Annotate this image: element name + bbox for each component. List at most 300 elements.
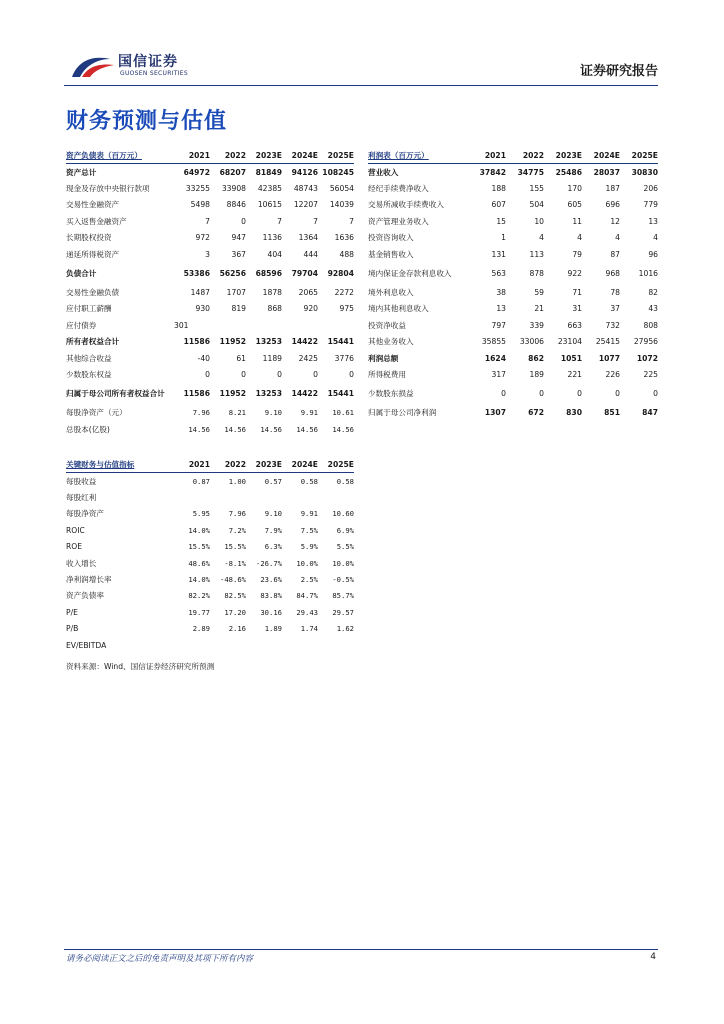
cell-value: 30.16 <box>260 607 282 617</box>
row-label: 每股收益 <box>66 476 97 486</box>
guosen-logo-icon <box>70 53 116 79</box>
cell-value: 84.7% <box>296 591 318 601</box>
cell-value: 1.89 <box>264 624 282 634</box>
cell-value: 21 <box>534 304 544 314</box>
row-label: 应付债券 <box>66 320 97 330</box>
cell-value: 82 <box>648 288 658 298</box>
cell-value: 10 <box>534 216 544 226</box>
cell-value: 78 <box>610 288 620 298</box>
cell-value: 2.16 <box>228 624 246 634</box>
row-label: 净利润增长率 <box>66 575 112 585</box>
cell-value: 29.43 <box>296 607 318 617</box>
cell-value: 53386 <box>183 268 210 278</box>
year-header: 2023E <box>544 148 582 164</box>
cell-value: 444 <box>303 249 318 259</box>
table-title: 利润表（百万元） <box>368 148 468 164</box>
cell-value: 0 <box>501 389 506 399</box>
year-header: 2025E <box>318 457 354 473</box>
cell-value: 37842 <box>479 167 506 177</box>
table-row <box>368 350 658 366</box>
cell-value: 4 <box>577 233 582 243</box>
cell-value: 0.87 <box>192 476 210 486</box>
cell-value: 922 <box>567 268 582 278</box>
cell-value: 0 <box>241 216 246 226</box>
cell-value: 7.2% <box>228 525 246 535</box>
row-label: 每股净资产 <box>66 509 104 519</box>
year-header: 2023E <box>246 148 282 164</box>
cell-value: 0.58 <box>300 476 318 486</box>
cell-value: 0 <box>205 369 210 379</box>
cell-value: 13 <box>648 216 658 226</box>
cell-value: 10615 <box>257 200 282 210</box>
row-label: 基金销售收入 <box>368 249 414 259</box>
cell-value: 9.10 <box>264 408 282 418</box>
cell-value: 11586 <box>183 389 210 399</box>
cell-value: 9.10 <box>264 509 282 519</box>
table-row <box>66 522 354 538</box>
cell-value: 819 <box>231 304 246 314</box>
cell-value: 1072 <box>636 353 658 363</box>
cell-value: 7 <box>349 216 354 226</box>
cell-value: 1307 <box>484 408 506 418</box>
cell-value: 3776 <box>334 353 354 363</box>
row-label: ROIC <box>66 525 85 535</box>
cell-value: 23104 <box>557 337 582 347</box>
cell-value: 83.8% <box>260 591 282 601</box>
cell-value: 33006 <box>519 337 544 347</box>
logo-english-name: GUOSEN SECURITIES <box>120 70 189 77</box>
table-row <box>66 421 354 437</box>
year-header: 2024E <box>582 148 620 164</box>
footer-disclaimer: 请务必阅读正文之后的免责声明及其项下所有内容 <box>66 954 254 964</box>
cell-value: 1707 <box>226 288 246 298</box>
cell-value: 7.96 <box>228 509 246 519</box>
cell-value: 4 <box>615 233 620 243</box>
cell-value: 1878 <box>262 288 282 298</box>
cell-value: 504 <box>529 200 544 210</box>
table-row <box>368 180 658 196</box>
row-label: 其他业务收入 <box>368 337 414 347</box>
cell-value: 7 <box>205 216 210 226</box>
cell-value: 14422 <box>291 337 318 347</box>
cell-value: 0 <box>277 369 282 379</box>
page-header <box>64 46 658 84</box>
table-row <box>368 262 658 284</box>
year-header: 2021 <box>174 457 210 473</box>
cell-value: 2065 <box>298 288 318 298</box>
cell-value: 10.0% <box>332 558 354 568</box>
table-row <box>66 571 354 587</box>
cell-value: 0 <box>313 369 318 379</box>
table-row <box>66 246 354 262</box>
cell-value: 14.0% <box>188 525 210 535</box>
cell-value: 17.20 <box>224 607 246 617</box>
cell-value: 15.5% <box>224 542 246 552</box>
cell-value: 85.7% <box>332 591 354 601</box>
cell-value: 12 <box>610 216 620 226</box>
cell-value: 25486 <box>555 167 582 177</box>
cell-value: 29.57 <box>332 607 354 617</box>
table-row <box>368 246 658 262</box>
data-source-note: 资料来源：Wind、国信证券经济研究所预测 <box>66 662 215 671</box>
cell-value: 9.91 <box>300 408 318 418</box>
cell-value: 920 <box>303 304 318 314</box>
row-label: 境内其他利息收入 <box>368 304 429 314</box>
row-label: 少数股东权益 <box>66 369 112 379</box>
cell-value: 7.9% <box>264 525 282 535</box>
cell-value: 1487 <box>190 288 210 298</box>
cell-value: 797 <box>491 320 506 330</box>
row-label: 收入增长 <box>66 558 97 568</box>
cell-value <box>210 489 246 505</box>
table-row <box>368 284 658 300</box>
cell-value: 0 <box>241 369 246 379</box>
cell-value: 663 <box>567 320 582 330</box>
table-row <box>368 197 658 213</box>
table-row <box>66 197 354 213</box>
table-row <box>66 555 354 571</box>
report-type-label: 证券研究报告 <box>579 64 658 79</box>
table-row <box>66 350 354 366</box>
cell-value: 94126 <box>291 167 318 177</box>
row-label: 负债合计 <box>66 268 97 278</box>
table-row <box>66 366 354 382</box>
year-header: 2022 <box>506 148 544 164</box>
cell-value: 0 <box>577 389 582 399</box>
cell-value: 947 <box>231 233 246 243</box>
cell-value: 0 <box>539 389 544 399</box>
year-header: 2023E <box>246 457 282 473</box>
table-header-row <box>66 457 354 473</box>
cell-value: 14422 <box>291 389 318 399</box>
table-row <box>368 230 658 246</box>
cell-value: 131 <box>491 249 506 259</box>
row-label: 每股红利 <box>66 493 97 503</box>
table-row <box>66 473 354 490</box>
row-label: 交易所减收手续费收入 <box>368 200 444 210</box>
table-row <box>368 301 658 317</box>
cell-value: 847 <box>642 408 658 418</box>
cell-value: 7.96 <box>192 408 210 418</box>
cell-value: 87 <box>610 249 620 259</box>
cell-value: 81849 <box>255 167 282 177</box>
cell-value: 43 <box>648 304 658 314</box>
cell-value: 696 <box>605 200 620 210</box>
cell-value: 13253 <box>255 337 282 347</box>
cell-value: 3 <box>205 249 210 259</box>
cell-value: 37 <box>610 304 620 314</box>
cell-value: 48.6% <box>188 558 210 568</box>
cell-value: 7 <box>277 216 282 226</box>
cell-value: 59 <box>534 288 544 298</box>
cell-value: 317 <box>491 369 506 379</box>
cell-value: 1364 <box>298 233 318 243</box>
table-row <box>368 405 658 421</box>
cell-value: 92804 <box>327 268 354 278</box>
table-title: 关键财务与估值指标 <box>66 457 174 473</box>
cell-value: 10.60 <box>332 509 354 519</box>
table-row <box>66 317 354 333</box>
cell-value: 13253 <box>255 389 282 399</box>
cell-value: 0 <box>653 389 658 399</box>
table-row <box>368 164 658 181</box>
cell-value: 5.9% <box>300 542 318 552</box>
cell-value: 1016 <box>638 268 658 278</box>
cell-value: 68596 <box>255 268 282 278</box>
cell-value: 830 <box>566 408 582 418</box>
cell-value: 0.57 <box>264 476 282 486</box>
cell-value <box>210 317 246 333</box>
cell-value: 0 <box>349 369 354 379</box>
cell-value: 2272 <box>334 288 354 298</box>
cell-value: 0.58 <box>336 476 354 486</box>
cell-value: 15 <box>496 216 506 226</box>
cell-value: 4 <box>539 233 544 243</box>
cell-value: 155 <box>529 184 544 194</box>
cell-value: 672 <box>528 408 544 418</box>
cell-value: 33255 <box>185 184 210 194</box>
table-row <box>66 230 354 246</box>
cell-value: 34775 <box>517 167 544 177</box>
cell-value: 605 <box>567 200 582 210</box>
cell-value: 732 <box>605 320 620 330</box>
cell-value: 221 <box>567 369 582 379</box>
cell-value: 930 <box>195 304 210 314</box>
row-label: P/B <box>66 624 79 634</box>
cell-value: 5498 <box>190 200 210 210</box>
row-label: 境外利息收入 <box>368 288 414 298</box>
cell-value <box>282 637 318 653</box>
cell-value: 2.5% <box>300 575 318 585</box>
year-header: 2024E <box>282 457 318 473</box>
year-header: 2022 <box>210 457 246 473</box>
table-title: 资产负债表（百万元） <box>66 148 174 164</box>
cell-value <box>246 317 282 333</box>
table-row <box>66 604 354 620</box>
cell-value: 6.3% <box>264 542 282 552</box>
logo-chinese-name: 国信证券 <box>118 54 178 70</box>
cell-value: 170 <box>567 184 582 194</box>
table-row <box>368 334 658 350</box>
cell-value: -40 <box>197 353 210 363</box>
table-row <box>66 284 354 300</box>
table-header-row <box>368 148 658 164</box>
cell-value: 31 <box>572 304 582 314</box>
cell-value <box>282 317 318 333</box>
cell-value: 14.56 <box>188 424 210 434</box>
cell-value <box>246 637 282 653</box>
table-row <box>66 301 354 317</box>
cell-value: 563 <box>491 268 506 278</box>
cell-value: 27956 <box>633 337 658 347</box>
cell-value: 339 <box>529 320 544 330</box>
header-divider <box>64 85 658 86</box>
row-label: 经纪手续费净收入 <box>368 184 429 194</box>
cell-value: 48743 <box>293 184 318 194</box>
cell-value: 1 <box>501 233 506 243</box>
cell-value: 79 <box>572 249 582 259</box>
cell-value: 23.6% <box>260 575 282 585</box>
row-label: 归属于母公司所有者权益合计 <box>66 389 165 399</box>
cell-value: 972 <box>195 233 210 243</box>
cell-value: 96 <box>648 249 658 259</box>
footer-divider <box>64 949 658 950</box>
cell-value: 11586 <box>183 337 210 347</box>
cell-value: -26.7% <box>256 558 282 568</box>
cell-value: 14.56 <box>224 424 246 434</box>
cell-value: 607 <box>491 200 506 210</box>
table-row <box>66 539 354 555</box>
row-label: 资产总计 <box>66 167 97 177</box>
cell-value: 206 <box>643 184 658 194</box>
cell-value: 15441 <box>327 389 354 399</box>
row-label: 投资咨询收入 <box>368 233 414 243</box>
table-row <box>66 489 354 505</box>
row-label: 归属于母公司净利润 <box>368 408 437 418</box>
cell-value: 6.9% <box>336 525 354 535</box>
cell-value: 82.5% <box>224 591 246 601</box>
row-label: 总股本(亿股) <box>66 424 110 434</box>
table-row <box>66 164 354 181</box>
cell-value: 64972 <box>183 167 210 177</box>
year-header: 2021 <box>468 148 506 164</box>
cell-value: 1051 <box>560 353 582 363</box>
year-header: 2021 <box>174 148 210 164</box>
table-row <box>66 637 354 653</box>
cell-value: 14.0% <box>188 575 210 585</box>
cell-value <box>318 637 354 653</box>
table-row <box>66 405 354 421</box>
row-label: 资产管理业务收入 <box>368 216 429 226</box>
cell-value: 33908 <box>221 184 246 194</box>
year-header: 2025E <box>318 148 354 164</box>
cell-value: 79704 <box>291 268 318 278</box>
cell-value: 56256 <box>219 268 246 278</box>
cell-value: 367 <box>231 249 246 259</box>
cell-value: 14.56 <box>332 424 354 434</box>
cell-value: 15.5% <box>188 542 210 552</box>
cell-value: 14.56 <box>260 424 282 434</box>
row-label: 现金及存放中央银行款项 <box>66 184 150 194</box>
cell-value: 851 <box>604 408 620 418</box>
cell-value: 12207 <box>293 200 318 210</box>
row-label: 应付职工薪酬 <box>66 304 112 314</box>
cell-value <box>210 637 246 653</box>
cell-value: 868 <box>267 304 282 314</box>
row-label: 买入返售金融资产 <box>66 216 127 226</box>
table-row <box>66 621 354 637</box>
cell-value <box>318 489 354 505</box>
cell-value: 1.74 <box>300 624 318 634</box>
cell-value: 28037 <box>593 167 620 177</box>
cell-value: 14.56 <box>296 424 318 434</box>
cell-value: 188 <box>491 184 506 194</box>
row-label: 交易性金融资产 <box>66 200 120 210</box>
row-label: 长期股权投资 <box>66 233 112 243</box>
cell-value: 975 <box>339 304 354 314</box>
cell-value: 189 <box>529 369 544 379</box>
row-label: ROE <box>66 542 83 552</box>
row-label: 少数股东损益 <box>368 389 414 399</box>
cell-value: 878 <box>529 268 544 278</box>
year-header: 2024E <box>282 148 318 164</box>
cell-value: 8.21 <box>228 408 246 418</box>
cell-value: 14039 <box>329 200 354 210</box>
cell-value <box>174 637 210 653</box>
table-row <box>368 383 658 405</box>
cell-value: 38 <box>496 288 506 298</box>
cell-value: 10.61 <box>332 408 354 418</box>
cell-value: 7.5% <box>300 525 318 535</box>
row-label: 所有者权益合计 <box>66 337 120 347</box>
table-row <box>66 506 354 522</box>
cell-value: 1077 <box>598 353 620 363</box>
cell-value <box>318 317 354 333</box>
row-label: 其他综合收益 <box>66 353 112 363</box>
cell-value: 5.95 <box>192 509 210 519</box>
cell-value: 968 <box>605 268 620 278</box>
cell-value: 0 <box>615 389 620 399</box>
balance-sheet-table <box>66 148 354 437</box>
table-row <box>368 366 658 382</box>
cell-value: 25415 <box>595 337 620 347</box>
cell-value: -8.1% <box>224 558 246 568</box>
cell-value: 108245 <box>322 167 354 177</box>
cell-value: 404 <box>267 249 282 259</box>
cell-value: 2.89 <box>192 624 210 634</box>
cell-value: -0.5% <box>332 575 354 585</box>
row-label: EV/EBITDA <box>66 640 107 650</box>
page-number: 4 <box>650 952 656 962</box>
table-row <box>66 213 354 229</box>
table-row <box>368 317 658 333</box>
row-label: 所得税费用 <box>368 369 406 379</box>
cell-value: 30830 <box>631 167 658 177</box>
cell-value: 19.77 <box>188 607 210 617</box>
cell-value <box>174 489 210 505</box>
cell-value: 226 <box>605 369 620 379</box>
cell-value: 10.0% <box>296 558 318 568</box>
cell-value: 225 <box>643 369 658 379</box>
cell-value <box>282 489 318 505</box>
cell-value: 1.62 <box>336 624 354 634</box>
cell-value: 1.00 <box>228 476 246 486</box>
cell-value: 61 <box>236 353 246 363</box>
cell-value: 11 <box>572 216 582 226</box>
row-label: P/E <box>66 607 78 617</box>
cell-value: 71 <box>572 288 582 298</box>
row-label: 境内保证金存款利息收入 <box>368 268 452 278</box>
year-header: 2025E <box>620 148 658 164</box>
table-header-row <box>66 148 354 164</box>
cell-value: 488 <box>339 249 354 259</box>
cell-value: 15441 <box>327 337 354 347</box>
cell-value: 82.2% <box>188 591 210 601</box>
table-row <box>66 383 354 405</box>
row-label: 营业收入 <box>368 167 399 177</box>
cell-value: 7 <box>313 216 318 226</box>
cell-value: 4 <box>653 233 658 243</box>
cell-value: 1624 <box>484 353 506 363</box>
cell-value: 808 <box>643 320 658 330</box>
cell-value: 13 <box>496 304 506 314</box>
table-row <box>66 588 354 604</box>
income-statement-table <box>368 148 658 421</box>
cell-value: 42385 <box>257 184 282 194</box>
table-row <box>66 262 354 284</box>
year-header: 2022 <box>210 148 246 164</box>
cell-value: 113 <box>529 249 544 259</box>
